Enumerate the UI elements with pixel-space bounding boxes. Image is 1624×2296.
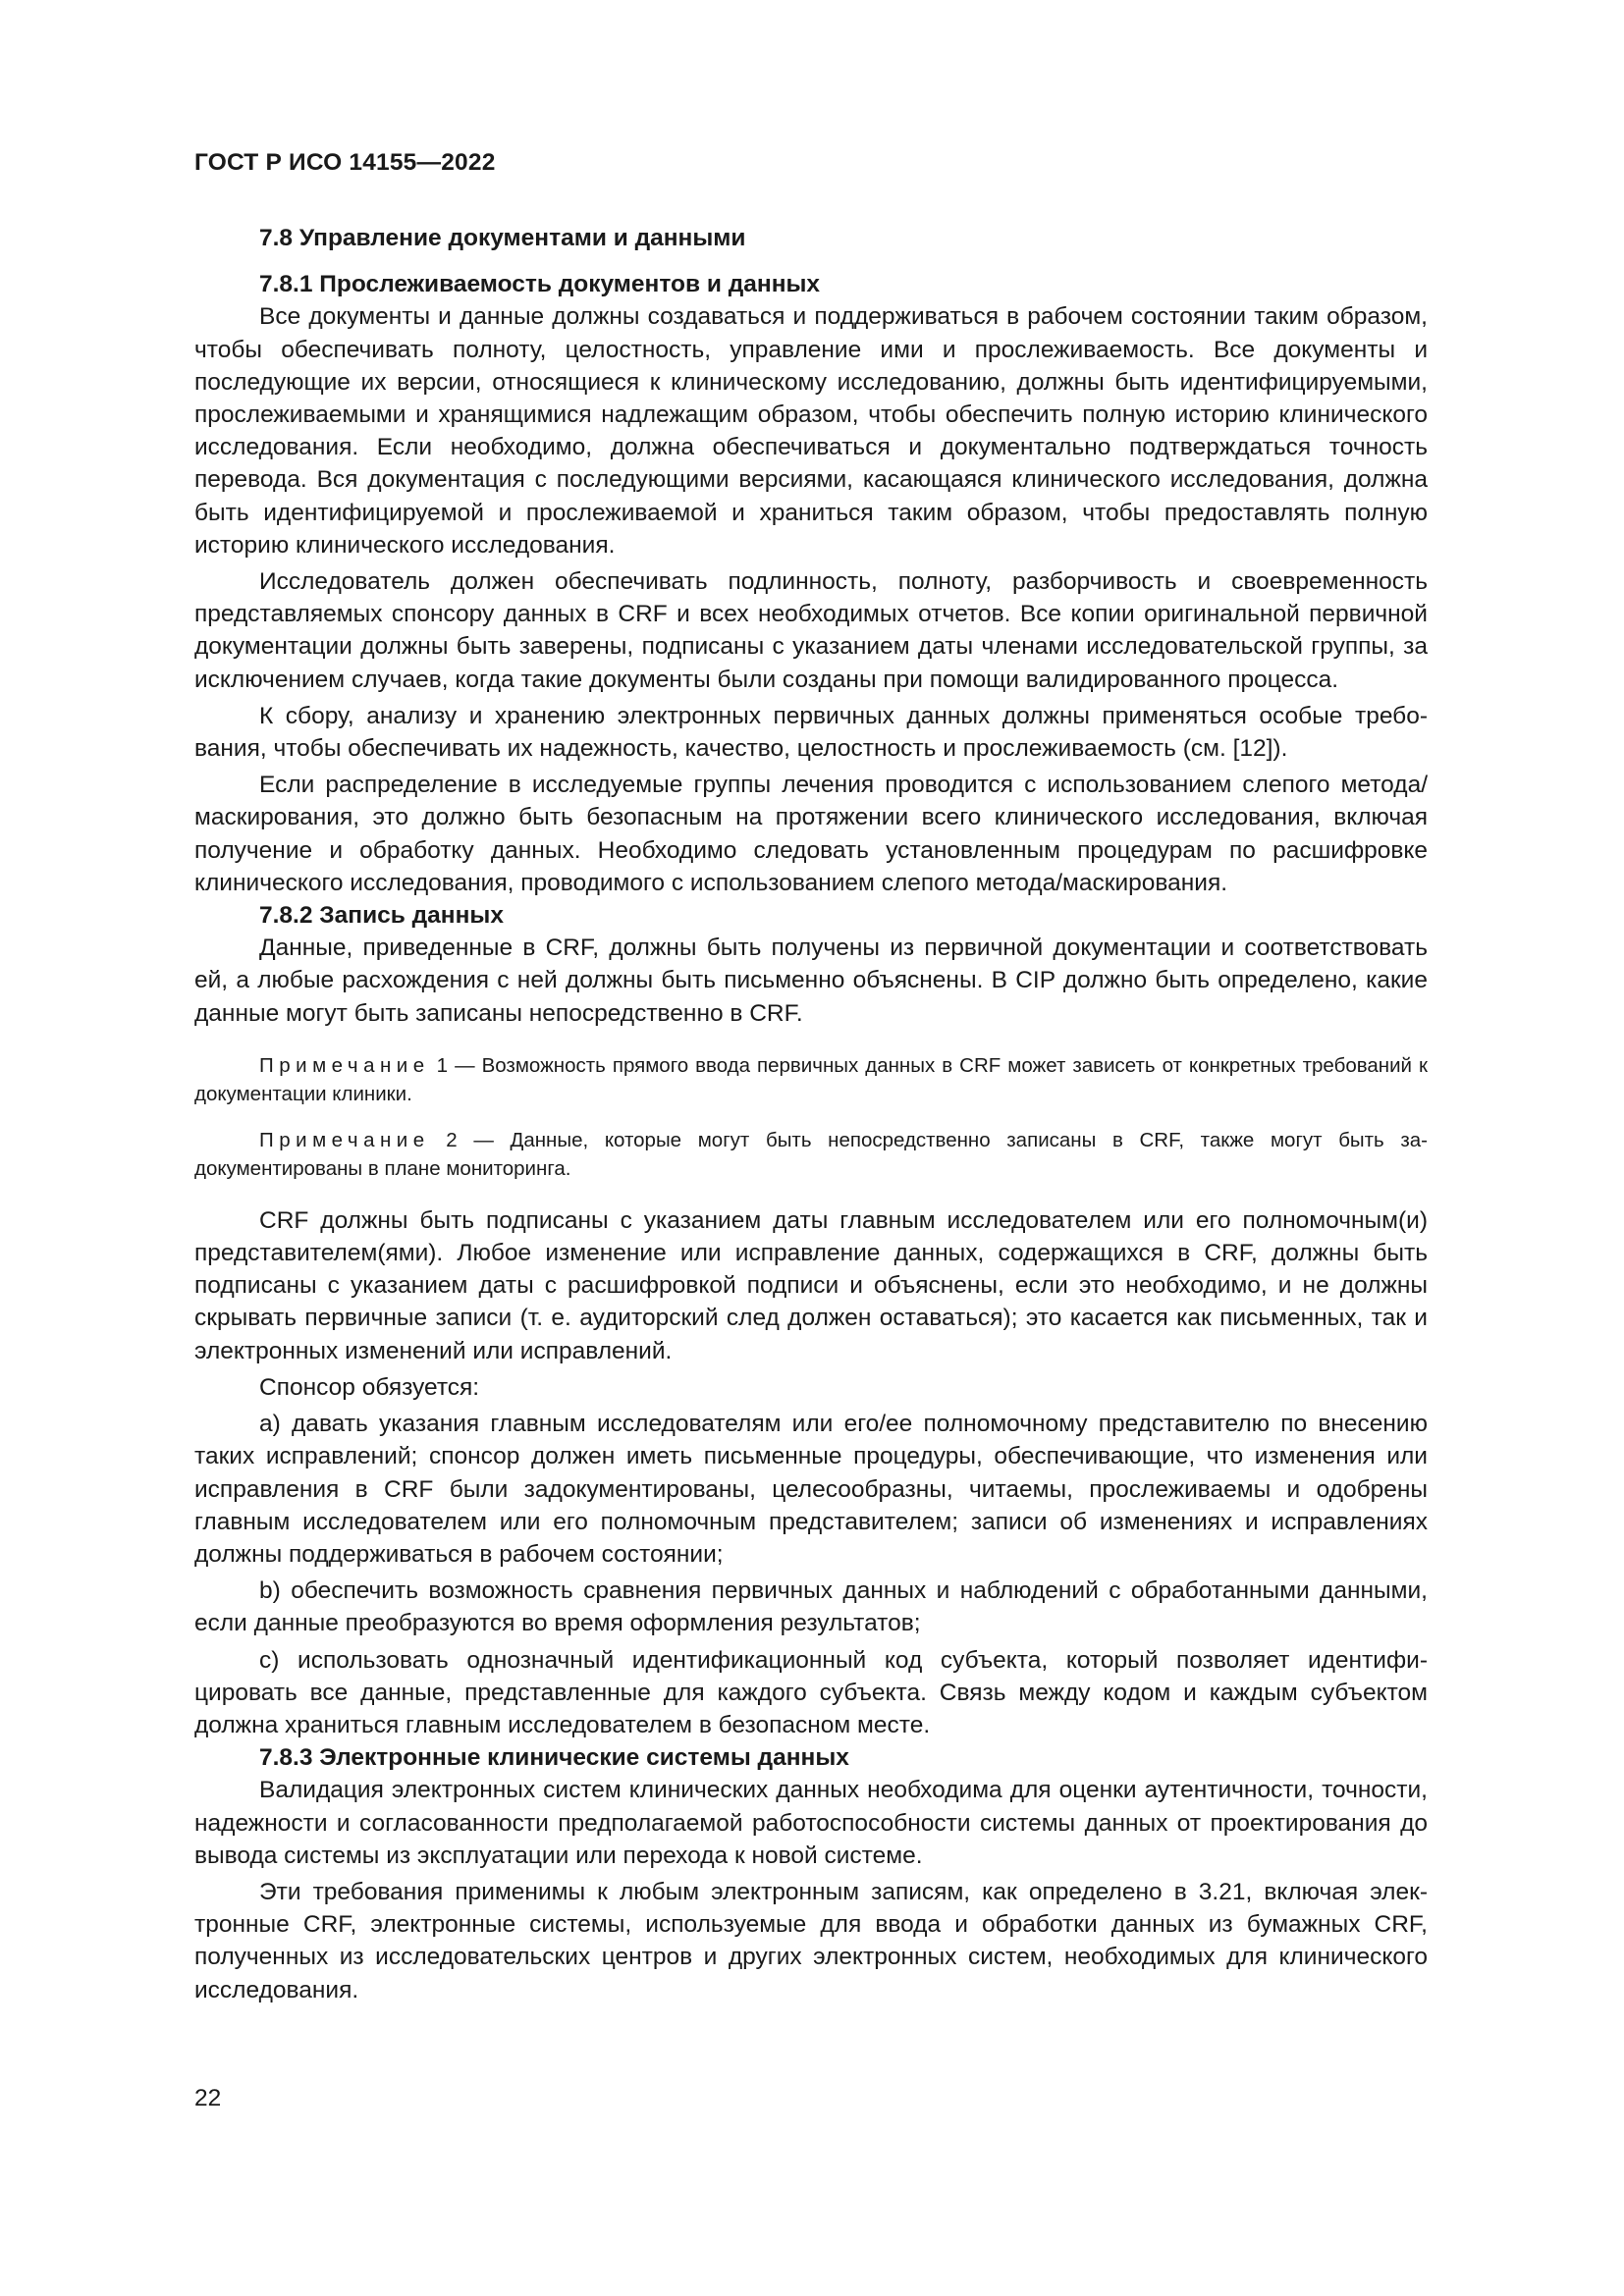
paragraph: Эти требования применимы к любым электронным записям, как определено в 3.21, включая электронные CRF, электронные системы, используемые для ввода и обработки данных из бумажных CRF, полученных из исследовательских центров и других электронных систем, необходимых для клинического исследования. [194,1878,1428,2003]
paragraph: Если распределение в исследуемые группы лечения проводится с использованием слепого метода/маскирования, это должно быть безопасным на протяжении всего клинического исследования, включая получение и обработку данных. Необходимо следовать установленным процедурам по расшифровке клинического исследования, проводимого с использованием слепого метода/маскирования. [194,772,1428,896]
note-text: 1 — Возможность прямого ввода первичных данных в CRF может зависеть от конкретных требований к документации клиники. [194,1053,1428,1105]
list-item-c: c) использовать однозначный идентификационный код субъекта, который позволяет идентифицировать все данные, представленные для каждого субъекта. Связь между кодом и каждым субъектом должна храниться главным исследователем в безопасном месте. [194,1646,1428,1738]
paragraph: Все документы и данные должны создаваться и поддерживаться в рабочем состоянии таким образом, чтобы обеспечивать полноту, целостность, управление ими и прослеживаемость. Все документы и последующие их версии, относящиеся к клиническому исследованию, должны быть идентифицируемыми, прослеживаемыми и хранящимися надлежащим образом, чтобы обеспечить полную историю клинического исследования. Если необходимо, должна обеспечиваться и документально подтверждаться точность перевода. Вся документация с последующими версиями, касающаяся клинического исследования, должна быть идентифицируемой и прослеживаемой и храниться таким образом, чтобы предоставлять полную историю клинического исследования. [194,303,1428,559]
document-body [194,222,1428,2006]
paragraph: CRF должны быть подписаны с указанием даты главным исследователем или его полномочным(и) представителем(ями). Любое изменение или исправление данных, содержащихся в CRF, должны быть подписаны с указанием даты с расшифровкой подписи и объяснены, если это необходимо, и не должны скрывать первичные записи (т. е. аудиторский след должен оставаться); это касается как письменных, так и электронных изменений или исправлений. [194,1206,1428,1364]
paragraph: Спонсор обязуется: [259,1373,480,1401]
section-heading: 7.8 Управление документами и данными [259,225,746,251]
note-text: 2 — Данные, которые могут быть непосредственно записаны в CRF, также могут быть задокументированы в плане мониторинга. [194,1128,1428,1180]
subsection-heading-7-8-1: 7.8.1 Прослеживаемость документов и данных [259,271,821,298]
list-item-b: b) обеспечить возможность сравнения первичных данных и наблюдений с обработанными данными, если данные преобразуются во время оформления результатов; [194,1577,1428,1637]
note-1 [194,1051,1428,1108]
note-label: Примечание [259,1128,430,1151]
subsection-heading-7-8-3: 7.8.3 Электронные клинические системы данных [259,1744,849,1772]
paragraph: Исследователь должен обеспечивать подлинность, полноту, разборчивость и своевременность представляемых спонсору данных в CRF и всех необходимых отчетов. Все копии оригинальной первичной документации должны быть заверены, подписаны с указанием даты членами исследовательской группы, за исключением случаев, когда такие документы были созданы при помощи валидированного процесса. [194,568,1428,693]
paragraph: Валидация электронных систем клинических данных необходима для оценки аутентичности, точности, надежности и согласованности предполагаемой работоспособности системы данных от проектирования до вывода системы из эксплуатации или перехода к новой системе. [194,1777,1428,1869]
paragraph: К сбору, анализу и хранению электронных первичных данных должны применяться особые требования, чтобы обеспечивать их надежность, качество, целостность и прослеживаемость (см. [12]). [194,702,1428,763]
page-number: 22 [194,2085,222,2111]
note-label: Примечание [259,1053,430,1077]
paragraph: Данные, приведенные в CRF, должны быть получены из первичной документации и соответствовать ей, а любые расхождения с ней должны быть письменно объяснены. В CIP должно быть определено, какие данные могут быть записаны непосредственно в CRF. [194,934,1428,1027]
standard-header: ГОСТ Р ИСО 14155—2022 [194,149,496,176]
subsection-heading-7-8-2: 7.8.2 Запись данных [259,902,504,930]
note-2 [194,1126,1428,1183]
list-item-a: a) давать указания главным исследователям или его/ее полномочному представителю по внесению таких исправлений; спонсор должен иметь письменные процедуры, обеспечивающие, что изменения или исправления в CRF были задокументированы, целесообразны, читаемы, прослеживаемы и одобрены главным исследователем или его полномочным представителем; записи об изменениях и исправлениях должны поддерживаться в рабочем состоянии; [194,1411,1428,1568]
